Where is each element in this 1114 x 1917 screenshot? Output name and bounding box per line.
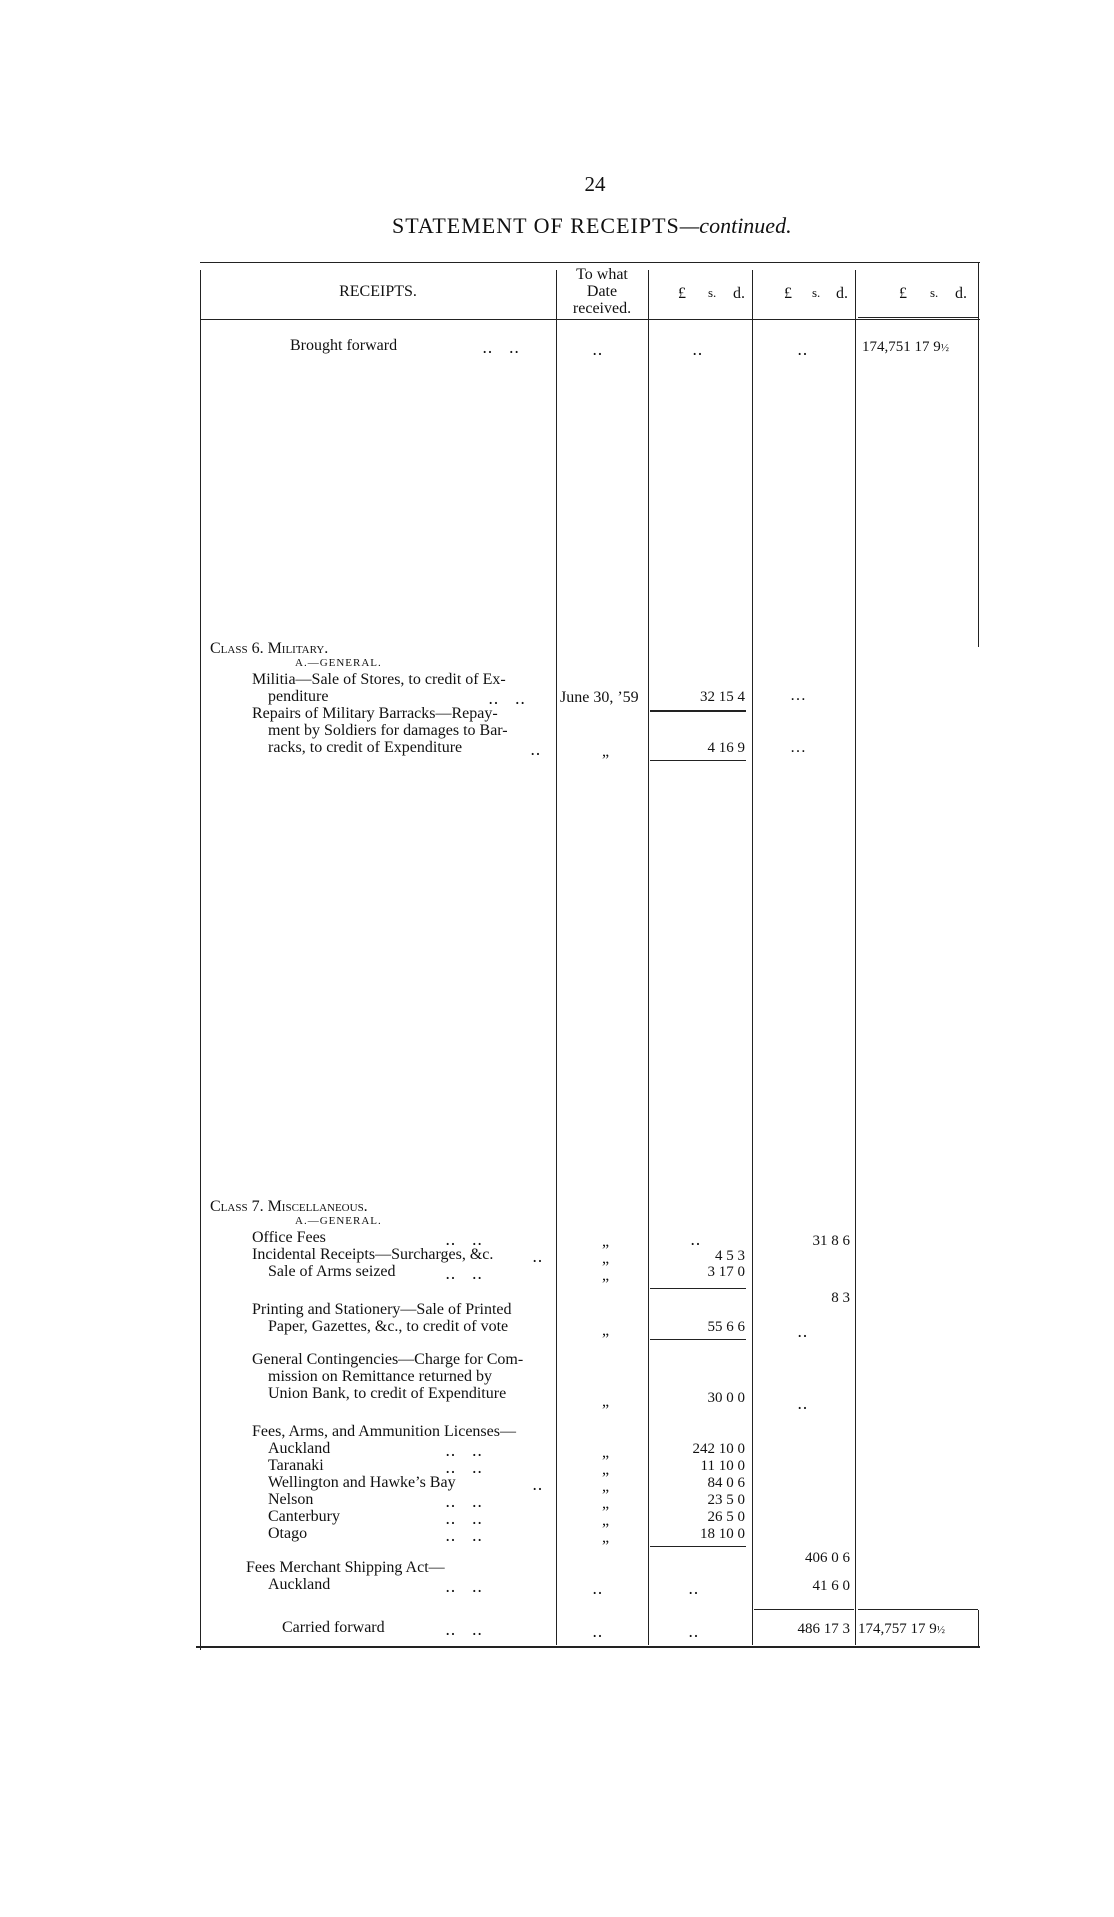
arms-rule <box>650 1288 746 1289</box>
contingencies-c1: 30 0 0 <box>707 1390 745 1406</box>
license-dots-1: ‥ ‥ <box>445 1443 489 1460</box>
license-dots-5: ‥ ‥ <box>445 1511 489 1528</box>
militia-rule <box>650 710 746 712</box>
left-border <box>200 270 201 1650</box>
militia-line-1: Militia—Sale of Stores, to credit of Ex- <box>252 671 506 688</box>
license-place-6: Otago <box>268 1525 308 1542</box>
header-date-3: received. <box>572 300 632 317</box>
license-date-4: „ <box>602 1495 610 1512</box>
militia-date: June 30, ’59 <box>560 689 639 706</box>
license-date-2: „ <box>602 1461 610 1478</box>
header-date-1: To what <box>576 266 628 283</box>
c2-pence-head: d. <box>836 285 848 302</box>
arms-date: „ <box>602 1267 610 1284</box>
col-divider-c1 <box>648 270 649 1645</box>
licenses-rule <box>650 1546 746 1547</box>
incidental-date: „ <box>602 1250 610 1267</box>
license-place-2: Taranaki <box>268 1457 324 1474</box>
repairs-line-2: ment by Soldiers for damages to Bar- <box>268 722 508 739</box>
brought-forward-dots: ‥ ‥ <box>482 340 526 357</box>
c1-pounds-head: £ <box>678 285 686 302</box>
col-divider-date <box>556 270 557 1645</box>
carried-forward-label: Carried forward <box>282 1619 385 1636</box>
shipping-title: Fees Merchant Shipping Act— <box>246 1559 445 1576</box>
right-border-lower <box>978 1610 979 1648</box>
contingencies-date: „ <box>602 1393 610 1410</box>
license-date-1: „ <box>602 1444 610 1461</box>
shipping-place: Auckland <box>268 1576 331 1593</box>
class7-title: Class 7. Miscellaneous. <box>210 1198 368 1215</box>
carried-forward-total-frac: ½ <box>936 1624 945 1636</box>
header-receipts: RECEIPTS. <box>339 283 417 300</box>
license-place-3: Wellington and Hawke’s Bay <box>268 1474 456 1491</box>
incidental-c1: 4 5 3 <box>715 1248 745 1264</box>
license-amount-4: 23 5 0 <box>707 1492 745 1508</box>
militia-amount: 32 15 4 <box>700 689 745 705</box>
class6-title: Class 6. Military. <box>210 640 329 657</box>
licenses-total: 406 0 6 <box>805 1550 850 1566</box>
contingencies-line-3: Union Bank, to credit of Expenditure <box>268 1385 507 1402</box>
c1-pence-head: d. <box>733 285 745 302</box>
arms-dots: ‥ ‥ <box>445 1266 489 1283</box>
brought-forward-label: Brought forward <box>290 337 398 354</box>
shipping-date: ‥ <box>592 1581 609 1598</box>
repairs-amount: 4 16 9 <box>707 740 745 756</box>
c3-pounds-head: £ <box>899 285 907 302</box>
table-bottom-rule <box>196 1646 980 1648</box>
license-amount-6: 18 10 0 <box>700 1526 745 1542</box>
brought-forward-c1: ‥ <box>692 342 709 359</box>
repairs-line-1: Repairs of Military Barracks—Repay- <box>252 705 498 722</box>
incidental-dots: ‥ <box>532 1249 549 1266</box>
c3-shillings-head: s. <box>930 285 939 300</box>
repairs-c2: … <box>790 739 806 756</box>
brought-forward-c2: ‥ <box>797 342 814 359</box>
license-place-4: Nelson <box>268 1491 314 1508</box>
militia-dots: ‥ ‥ <box>488 691 532 708</box>
repairs-rule <box>650 760 746 761</box>
license-date-5: „ <box>602 1512 610 1529</box>
printing-line-2: Paper, Gazettes, &c., to credit of vote <box>268 1318 509 1335</box>
shipping-c1: ‥ <box>688 1581 705 1598</box>
printing-c1: 55 6 6 <box>707 1319 745 1335</box>
header-date-2: Date <box>586 283 618 300</box>
license-dots-4: ‥ ‥ <box>445 1494 489 1511</box>
printing-c2: ‥ <box>797 1324 814 1341</box>
license-dots-6: ‥ ‥ <box>445 1528 489 1545</box>
col-divider-c3 <box>855 270 856 1645</box>
repairs-date: „ <box>602 743 610 760</box>
repairs-dots: ‥ <box>530 742 547 759</box>
c2-pounds-head: £ <box>784 285 792 302</box>
shipping-dots: ‥ ‥ <box>445 1579 489 1596</box>
right-border <box>978 262 979 647</box>
repairs-line-3: racks, to credit of Expenditure <box>268 739 463 756</box>
c1-shillings-head: s. <box>708 285 717 300</box>
page-title <box>392 213 792 239</box>
table-top-rule <box>200 262 980 263</box>
brought-forward-total-frac: ½ <box>940 342 949 354</box>
license-date-3: „ <box>602 1478 610 1495</box>
contingencies-line-1: General Contingencies—Charge for Com- <box>252 1351 524 1368</box>
office-fees-dots: ‥ ‥ <box>445 1232 489 1249</box>
header-bottom-rule <box>200 319 980 320</box>
license-dots-2: ‥ ‥ <box>445 1460 489 1477</box>
title-suffix: —continued. <box>679 213 792 238</box>
c2-shillings-head: s. <box>812 285 821 300</box>
license-amount-1: 242 10 0 <box>692 1441 745 1457</box>
license-date-6: „ <box>602 1529 610 1546</box>
license-dots-3: ‥ <box>532 1477 549 1494</box>
brought-forward-date: ‥ <box>592 342 609 359</box>
carried-forward-date: ‥ <box>592 1624 609 1641</box>
brought-forward-total-value: 174,751 17 9 <box>862 339 941 355</box>
class7-subheading: A.—GENERAL. <box>295 1215 382 1227</box>
page-number: 24 <box>584 172 606 196</box>
printing-rule <box>650 1339 746 1340</box>
title-main: STATEMENT OF RECEIPTS <box>392 213 680 238</box>
col-divider-c2 <box>752 270 753 1645</box>
office-fees-c1: ‥ <box>690 1232 707 1249</box>
office-fees-label: Office Fees <box>252 1229 326 1246</box>
militia-line-2: penditure <box>268 688 329 705</box>
brought-forward-total <box>862 339 949 356</box>
licenses-title: Fees, Arms, and Ammunition Licenses— <box>252 1423 516 1440</box>
printing-date: „ <box>602 1322 610 1339</box>
license-amount-3: 84 0 6 <box>707 1475 745 1491</box>
carried-forward-dots: ‥ ‥ <box>445 1622 489 1639</box>
license-amount-5: 26 5 0 <box>707 1509 745 1525</box>
arms-label: Sale of Arms seized <box>268 1263 396 1280</box>
contingencies-line-2: mission on Remittance returned by <box>268 1368 492 1385</box>
c3-pence-head: d. <box>955 285 967 302</box>
carried-forward-total <box>858 1621 945 1638</box>
carried-forward-c2: 486 17 3 <box>797 1621 850 1637</box>
c2-carried-rule <box>754 1609 854 1610</box>
arms-c2: 8 3 <box>831 1290 850 1306</box>
office-fees-date: „ <box>602 1233 610 1250</box>
militia-c2: … <box>790 687 806 704</box>
contingencies-c2: ‥ <box>797 1396 814 1413</box>
incidental-label: Incidental Receipts—Surcharges, &c. <box>252 1246 494 1263</box>
office-fees-c2: 31 8 6 <box>812 1233 850 1249</box>
license-place-5: Canterbury <box>268 1508 340 1525</box>
class6-subheading: A.—GENERAL. <box>295 657 382 669</box>
c3-carried-rule <box>858 1609 978 1610</box>
carried-forward-c1: ‥ <box>688 1624 705 1641</box>
license-amount-2: 11 10 0 <box>700 1458 745 1474</box>
arms-c1: 3 17 0 <box>707 1264 745 1280</box>
shipping-c2: 41 6 0 <box>812 1578 850 1594</box>
c3-header-rule <box>858 317 978 318</box>
carried-forward-total-value: 174,757 17 9 <box>858 1621 937 1637</box>
license-place-1: Auckland <box>268 1440 331 1457</box>
printing-line-1: Printing and Stationery—Sale of Printed <box>252 1301 512 1318</box>
